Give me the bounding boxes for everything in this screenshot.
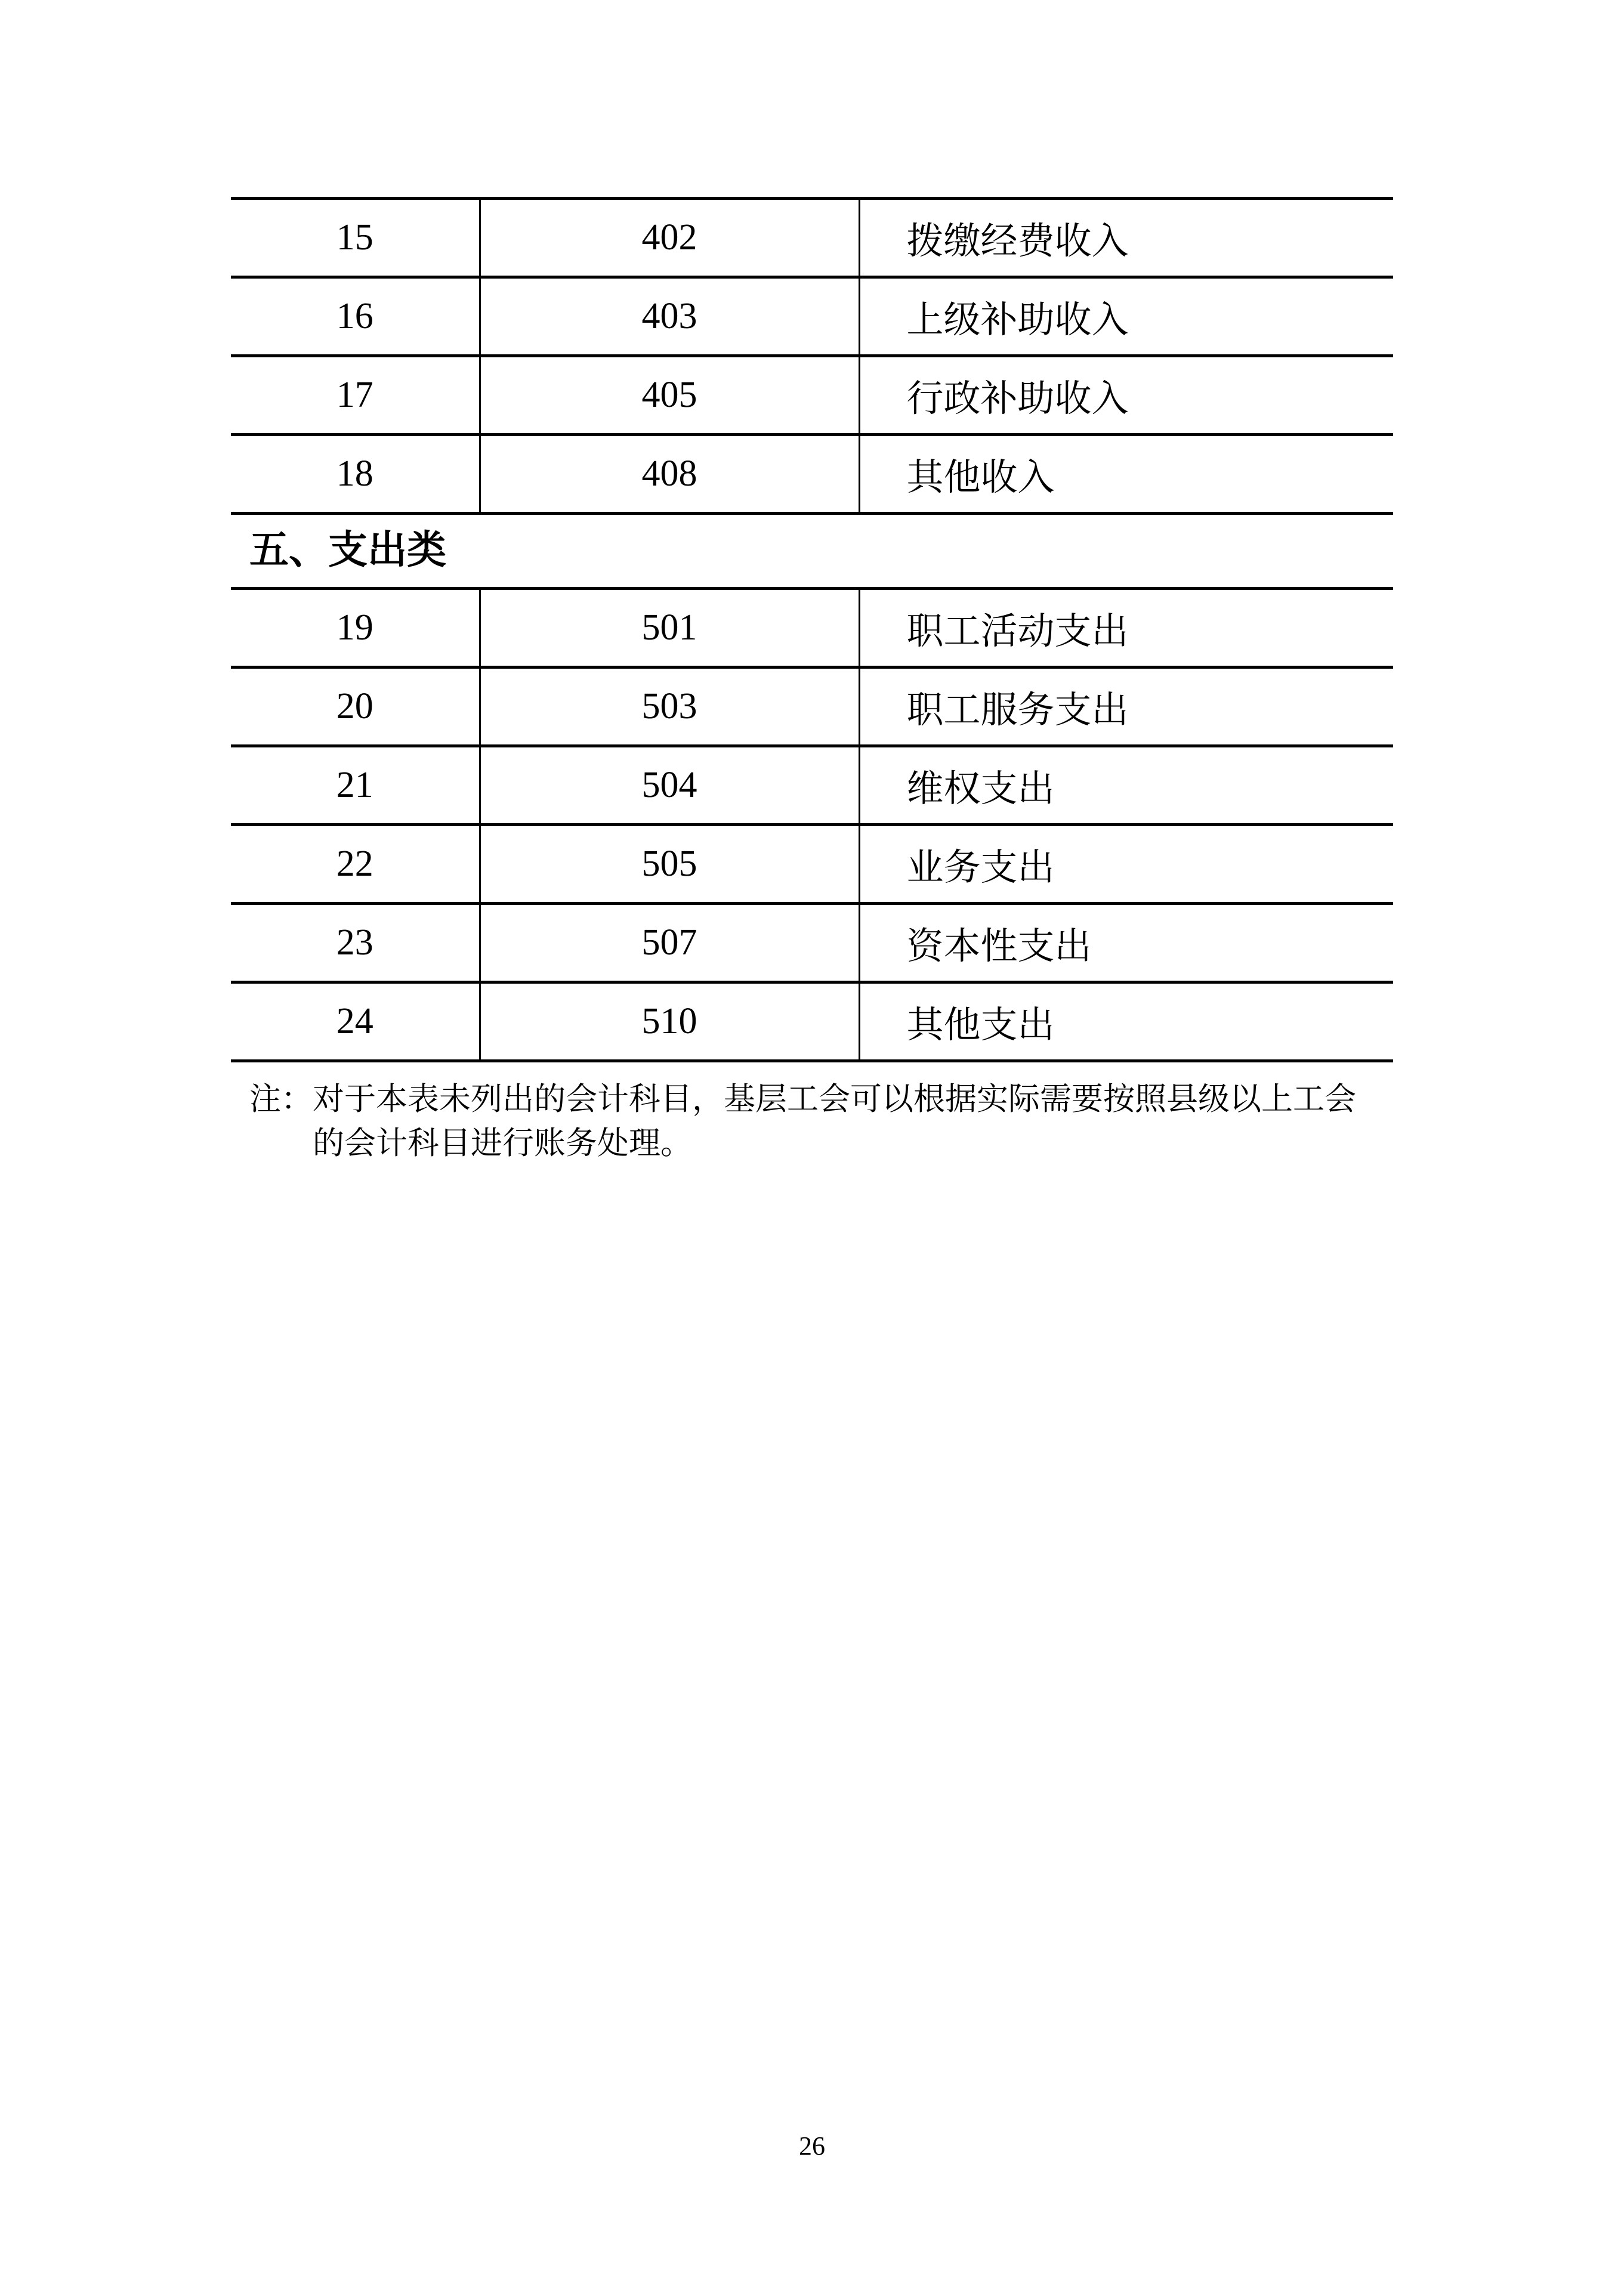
expense-accounts-table xyxy=(231,587,1393,1062)
row-seq: 19 xyxy=(336,607,373,648)
row-code: 503 xyxy=(480,668,859,746)
table-row xyxy=(231,904,1393,982)
table-row xyxy=(231,589,1393,668)
row-name: 资本性支出 xyxy=(859,904,1393,982)
row-seq: 23 xyxy=(336,922,373,963)
row-name: 其他收入 xyxy=(859,435,1393,514)
row-name: 维权支出 xyxy=(859,746,1393,825)
footnote-line-2: 的会计科目进行账务处理。 xyxy=(313,1126,692,1161)
footnote-text-1: 对于本表未列出的会计科目，基层工会可以根据实际需要按照县级以上工会 xyxy=(313,1082,1356,1117)
footnote-line-1 xyxy=(249,1077,1395,1121)
row-code: 510 xyxy=(480,982,859,1061)
table-row xyxy=(231,746,1393,825)
section-header-expense-category: 五、支出类 xyxy=(249,529,446,572)
row-name: 上级补助收入 xyxy=(859,277,1393,356)
row-seq: 17 xyxy=(336,375,373,415)
page-number: 26 xyxy=(799,2131,825,2161)
table-row xyxy=(231,199,1393,277)
row-name: 职工活动支出 xyxy=(859,589,1393,668)
row-code: 507 xyxy=(480,904,859,982)
footnote-label: 注： xyxy=(249,1082,313,1117)
table-row xyxy=(231,277,1393,356)
row-code: 403 xyxy=(480,277,859,356)
footnote xyxy=(249,1077,1395,1166)
row-seq: 15 xyxy=(336,217,373,258)
row-seq: 16 xyxy=(336,296,373,336)
row-code: 505 xyxy=(480,825,859,904)
row-seq: 21 xyxy=(336,765,373,805)
table-row xyxy=(231,356,1393,435)
row-name: 其他支出 xyxy=(859,982,1393,1061)
table-row xyxy=(231,825,1393,904)
table-row xyxy=(231,982,1393,1061)
row-name: 行政补助收入 xyxy=(859,356,1393,435)
row-seq: 24 xyxy=(336,1001,373,1042)
row-name: 业务支出 xyxy=(859,825,1393,904)
row-name: 职工服务支出 xyxy=(859,668,1393,746)
row-seq: 18 xyxy=(336,453,373,494)
row-code: 504 xyxy=(480,746,859,825)
row-code: 402 xyxy=(480,199,859,277)
income-accounts-table xyxy=(231,197,1393,515)
row-seq: 22 xyxy=(336,843,373,884)
row-code: 408 xyxy=(480,435,859,514)
row-code: 405 xyxy=(480,356,859,435)
row-code: 501 xyxy=(480,589,859,668)
table-row xyxy=(231,435,1393,514)
row-seq: 20 xyxy=(336,686,373,727)
row-name: 拨缴经费收入 xyxy=(859,199,1393,277)
table-row xyxy=(231,668,1393,746)
